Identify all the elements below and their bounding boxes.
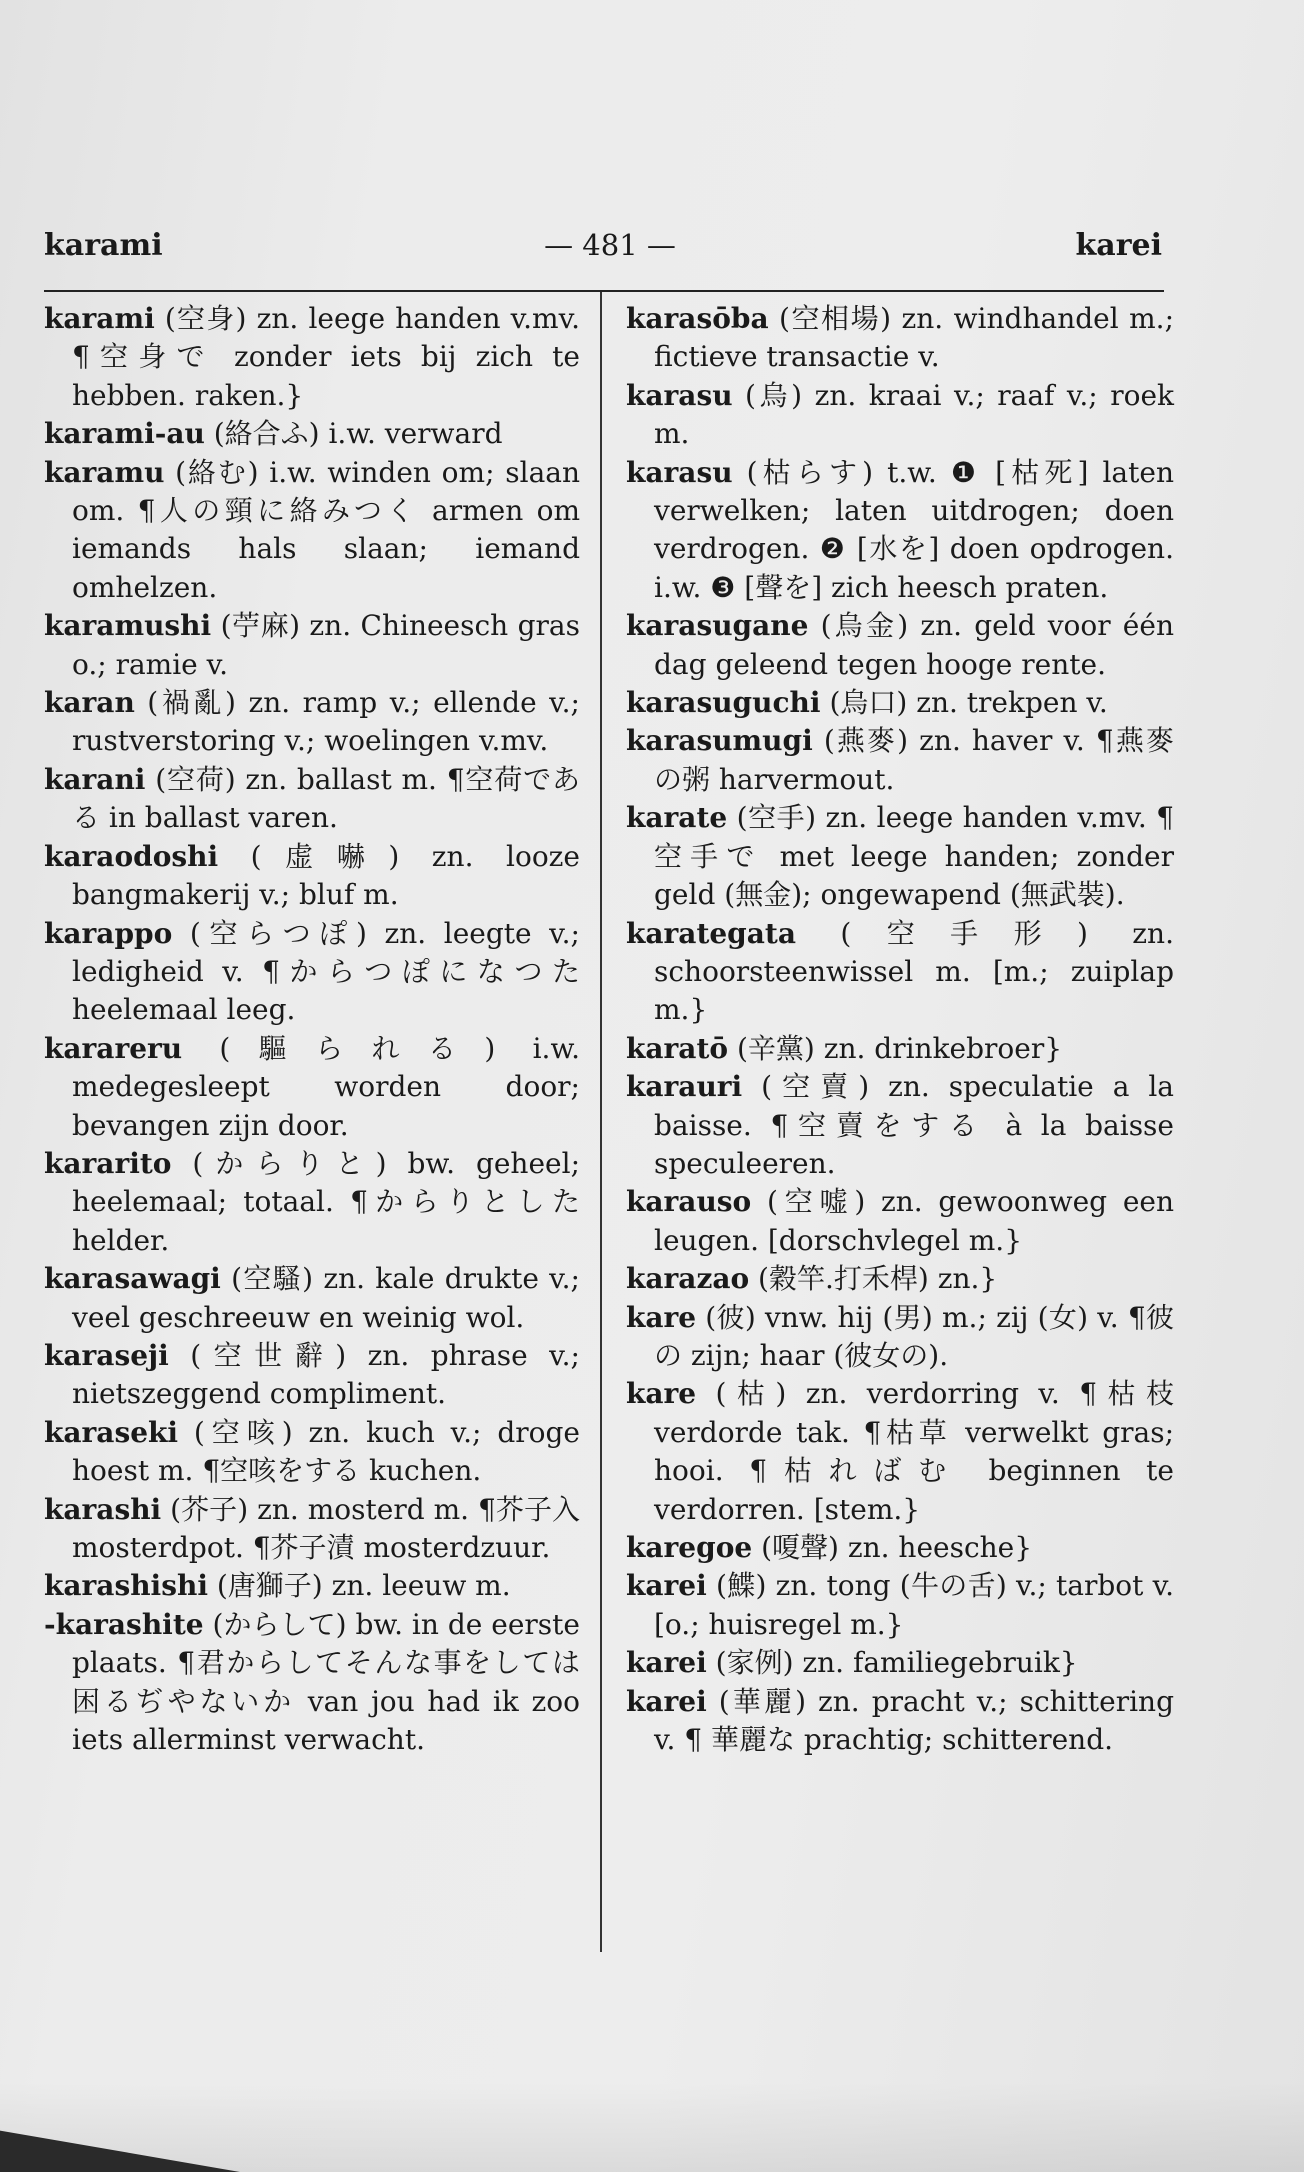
entry-headword: karasōba: [626, 302, 769, 335]
entry-headword: karami-au: [44, 417, 205, 451]
dictionary-entry: [626, 1030, 1174, 1068]
entry-definition: (空騷) zn. kale drukte v.; veel geschreeuw en weinig wol.: [72, 1262, 580, 1334]
entry-definition: (空嘘) zn. gewoonweg een leugen. [dorschvlegel m.}: [654, 1185, 1174, 1257]
entry-definition: (絡む) i.w. winden om; slaan om. ¶人の頸に絡みつく armen om iemands hals slaan; iemand omhelzen.: [72, 455, 580, 604]
dictionary-entry: [626, 1260, 1174, 1298]
dictionary-entry: [44, 915, 580, 1030]
entry-headword: karate: [626, 801, 728, 835]
running-head-right: karei: [1075, 228, 1162, 263]
dictionary-entry: [626, 1529, 1174, 1567]
entry-headword: karasu: [626, 378, 733, 412]
dictionary-entry: [626, 1068, 1174, 1183]
entry-definition: (鰈) zn. tong (牛の舌) v.; tarbot v. [o.; huisregel m.}: [654, 1569, 1174, 1641]
entry-definition: (烏口) zn. trekpen v.: [820, 686, 1108, 720]
dictionary-entry: [626, 1683, 1174, 1760]
dictionary-entry: [626, 799, 1174, 914]
entry-headword: karaseki: [44, 1415, 179, 1449]
entry-headword: kare: [626, 1377, 697, 1411]
dictionary-entry: [626, 1183, 1174, 1260]
page-number: — 481 —: [544, 228, 676, 262]
entry-definition: (唐獅子) zn. leeuw m.: [207, 1569, 511, 1603]
dictionary-entry: [626, 684, 1174, 722]
entry-headword: karategata: [626, 916, 796, 950]
entry-headword: karasumugi: [626, 724, 813, 758]
entry-definition: (枯らす) t.w. ❶ [枯死] laten verwelken; laten uitdrogen; doen verdrogen. ❷ [水を] doen opdrogen. i.w. ❸ [聲を] zich heesch praten.: [654, 455, 1174, 604]
dictionary-entry: [44, 684, 580, 761]
entry-definition: (空身) zn. leege handen v.mv. ¶空身で zonder iets bij zich te hebben. raken.}: [72, 302, 580, 412]
entry-definition: (空らつぽ) zn. leegte v.; ledigheid v. ¶からつぽになつた heelemaal leeg.: [72, 916, 580, 1027]
entry-headword: karaodoshi: [44, 839, 219, 873]
dictionary-entry: [44, 1260, 580, 1337]
dictionary-entry: [626, 722, 1174, 799]
entry-definition: (驅られる) i.w. medegesleept worden door; bevangen zijn door.: [72, 1031, 580, 1142]
dictionary-entry: [626, 1644, 1174, 1682]
entry-definition: (からして) bw. in de eerste plaats. ¶君からしてそんな事をしては困るぢやないか van jou had ik zoo iets allerminst verwacht.: [72, 1607, 580, 1757]
entry-headword: kararito: [44, 1146, 172, 1180]
entry-headword: karei: [626, 1569, 707, 1603]
entry-definition: (嗄聲) zn. heesche}: [752, 1531, 1033, 1564]
dictionary-entry: [44, 1145, 580, 1260]
dictionary-entry: [626, 1299, 1174, 1376]
entry-definition: (空手) zn. leege handen v.mv. ¶空手で met leege handen; zonder geld (無金); ongewapend (無武裝).: [654, 801, 1174, 912]
dictionary-entry: [44, 761, 580, 838]
dictionary-entry: [44, 1606, 580, 1760]
entry-headword: karei: [626, 1646, 707, 1680]
entry-headword: -karashite: [44, 1607, 204, 1641]
entry-definition: (からりと) bw. geheel; heelemaal; totaal. ¶からりとした helder.: [72, 1146, 580, 1257]
dictionary-entry: [626, 377, 1174, 454]
entry-headword: karegoe: [626, 1531, 753, 1564]
dictionary-entry: [44, 1414, 580, 1491]
entry-definition: (苧麻) zn. Chineesch gras o.; ramie v.: [72, 609, 580, 681]
entry-definition: (空世辭) zn. phrase v.; nietszeggend compliment.: [72, 1338, 580, 1411]
entry-headword: karashishi: [44, 1569, 208, 1603]
column-divider: [600, 292, 602, 1952]
entry-definition: (辛黨) zn. drinkebroer}: [728, 1031, 1063, 1065]
entry-headword: karauri: [626, 1070, 743, 1104]
entry-definition: (空咳) zn. kuch v.; droge hoest m. ¶空咳をする kuchen.: [72, 1415, 580, 1488]
entry-headword: karappo: [44, 916, 173, 950]
entry-headword: karasu: [626, 455, 733, 489]
entry-headword: karamu: [44, 455, 165, 489]
dictionary-entry: [44, 454, 580, 608]
dictionary-entry: [626, 454, 1174, 608]
entry-definition: (空手形) zn. schoorsteenwissel m. [m.; zuiplap m.}: [654, 916, 1174, 1027]
entry-definition: (烏金) zn. geld voor één dag geleend tegen hooge rente.: [654, 609, 1174, 681]
header-rule: [44, 290, 1164, 292]
entry-headword: karasugane: [626, 609, 809, 643]
dictionary-entry: [44, 838, 580, 915]
running-head-left: karami: [44, 228, 163, 263]
entry-headword: karei: [626, 1684, 707, 1718]
entry-definition: (絡合ふ) i.w. verward: [204, 417, 503, 451]
entry-definition: (彼) vnw. hij (男) m.; zij (女) v. ¶彼の zijn; haar (彼女の).: [654, 1300, 1174, 1372]
entry-definition: (穀竿.打禾桿) zn.}: [749, 1262, 998, 1296]
entry-headword: karami: [44, 302, 155, 335]
dictionary-entry: [626, 300, 1174, 377]
dictionary-entry: [44, 1030, 580, 1145]
page-shadow: [0, 2082, 1304, 2172]
entry-definition: (空賣) zn. speculatie a la baisse. ¶空賣をする à la baisse speculeeren.: [654, 1070, 1174, 1180]
entry-headword: karasuguchi: [626, 686, 821, 720]
entry-headword: karazao: [626, 1262, 750, 1296]
entry-headword: karasawagi: [44, 1262, 221, 1296]
entry-definition: (空相場) zn. windhandel m.; fictieve transactie v.: [654, 302, 1174, 374]
dictionary-entry: [44, 1567, 580, 1605]
dictionary-entry: [44, 415, 580, 453]
entry-headword: karamushi: [44, 609, 212, 643]
entry-definition: (空荷) zn. ballast m. ¶空荷である in ballast varen.: [72, 762, 580, 835]
entry-definition: (禍亂) zn. ramp v.; ellende v.; rustverstoring v.; woelingen v.mv.: [72, 686, 580, 758]
left-column: [44, 300, 580, 1759]
entry-headword: karaseji: [44, 1338, 169, 1372]
entry-headword: karashi: [44, 1492, 162, 1526]
entry-definition: (燕麥) zn. haver v. ¶燕麥の粥 harvermout.: [654, 724, 1174, 796]
dictionary-entry: [44, 1491, 580, 1568]
dictionary-entry: [44, 1337, 580, 1414]
dictionary-entry: [626, 1375, 1174, 1529]
dictionary-entry: [626, 915, 1174, 1030]
entry-definition: (烏) zn. kraai v.; raaf v.; roek m.: [654, 378, 1174, 451]
dictionary-entry: [626, 1567, 1174, 1644]
entry-headword: karani: [44, 762, 146, 796]
entry-headword: kare: [626, 1300, 697, 1334]
entry-definition: (家例) zn. familiegebruik}: [706, 1646, 1078, 1680]
entry-definition: (華麗) zn. pracht v.; schittering v. ¶ 華麗な prachtig; schitterend.: [654, 1684, 1174, 1757]
entry-headword: karauso: [626, 1185, 752, 1219]
entry-definition: (枯) zn. verdorring v. ¶枯枝 verdorde tak. ¶枯草 verwelkt gras; hooi. ¶枯ればむ beginnen te verdorren. [stem.}: [654, 1377, 1174, 1526]
entry-headword: karan: [44, 686, 135, 720]
dictionary-entry: [626, 607, 1174, 684]
dictionary-entry: [44, 300, 580, 415]
dictionary-entry: [44, 607, 580, 684]
entry-headword: karatō: [626, 1031, 729, 1065]
entry-definition: (芥子) zn. mosterd m. ¶芥子入 mosterdpot. ¶芥子漬 mosterdzuur.: [72, 1492, 580, 1564]
entry-headword: karareru: [44, 1031, 183, 1065]
entry-definition: (虚嚇) zn. looze bangmakerij v.; bluf m.: [72, 839, 580, 912]
right-column: [626, 300, 1174, 1759]
